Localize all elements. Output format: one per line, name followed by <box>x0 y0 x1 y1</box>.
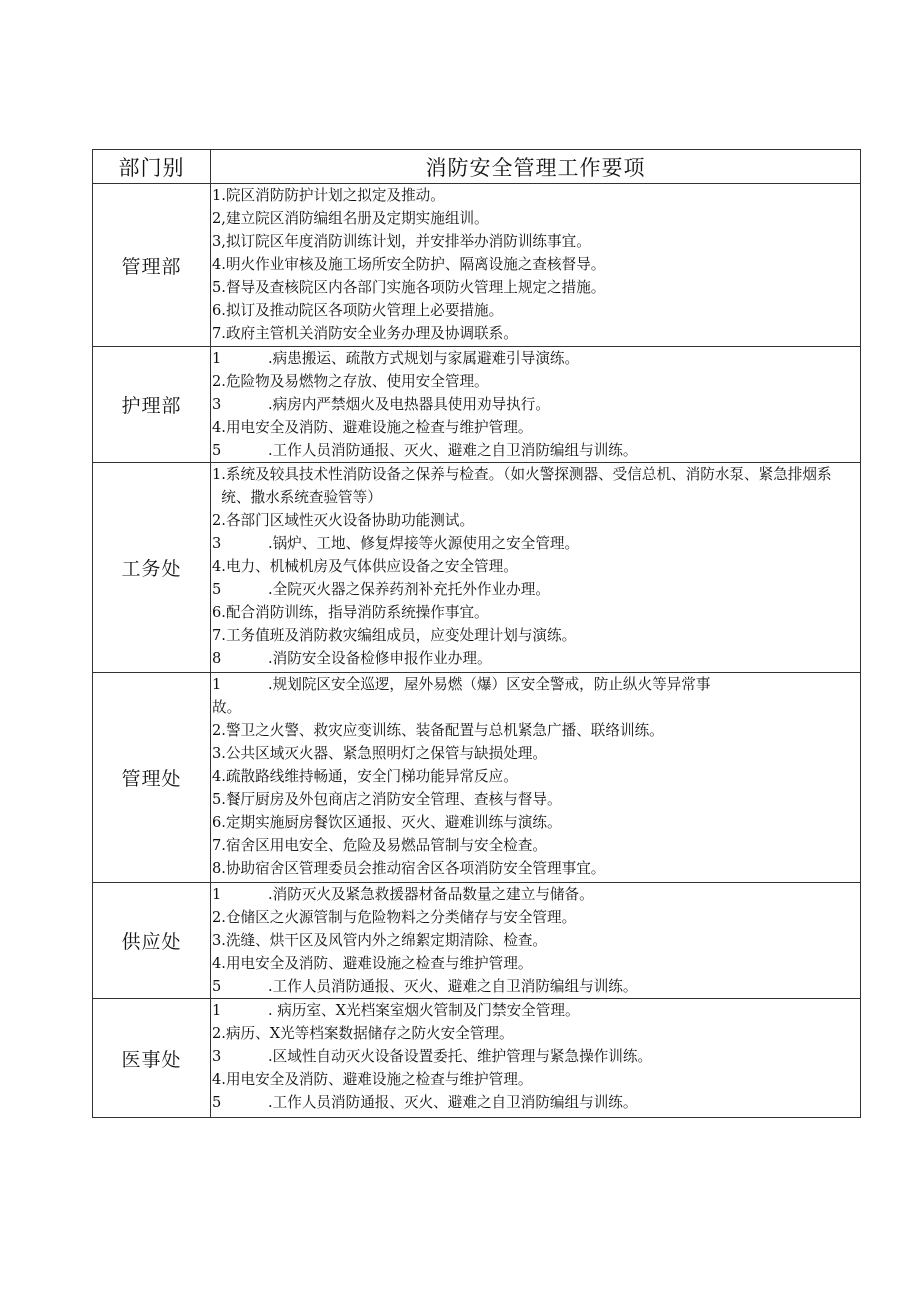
item-number: 2. <box>212 512 226 529</box>
list-item <box>211 578 860 601</box>
item-number: 4. <box>212 955 226 972</box>
item-text: 定期实施厨房餐饮区通报、灭火、避难训练与演练。 <box>225 814 562 831</box>
table-row <box>93 883 861 999</box>
list-item <box>211 509 860 532</box>
item-text: 院区消防防护计划之拟定及推动。 <box>225 187 445 204</box>
item-number: 4. <box>212 1071 226 1088</box>
items-cell <box>211 463 861 673</box>
list-item <box>211 439 860 462</box>
item-number: 7. <box>212 627 226 644</box>
list-item <box>211 999 860 1022</box>
dept-cell: 供应处 <box>93 883 211 999</box>
list-item <box>211 1091 860 1114</box>
item-number: 1. <box>212 187 226 204</box>
item-text: 用电安全及消防、避难设施之检查与维护管理。 <box>225 955 533 972</box>
header-items: 消防安全管理工作要项 <box>211 150 861 184</box>
item-number: 8 <box>212 650 222 667</box>
item-text: .工作人员消防通报、灭火、避难之自卫消防编组与训练。 <box>268 1094 638 1111</box>
item-text: 拟订及推动院区各项防火管理上必要措施。 <box>225 302 504 319</box>
list-item <box>211 742 860 765</box>
item-number: 6. <box>212 302 226 319</box>
item-text: 建立院区消防编组名册及定期实施组训。 <box>225 210 489 227</box>
list-item <box>211 1022 860 1045</box>
item-number: 2. <box>212 1025 226 1042</box>
item-text: 警卫之火警、救灾应变训练、装备配置与总机紧急广播、联络训练。 <box>225 722 664 739</box>
list-item <box>211 834 860 857</box>
item-number: 6. <box>212 814 226 831</box>
list-item <box>211 299 860 322</box>
table-row <box>93 999 861 1118</box>
item-number: 4. <box>212 419 226 436</box>
item-number: 5 <box>212 978 222 995</box>
item-number: 4. <box>212 558 226 575</box>
items-list <box>211 673 860 882</box>
item-text: .工作人员消防通报、灭火、避难之自卫消防编组与训练。 <box>268 442 638 459</box>
item-text: 用电安全及消防、避难设施之检查与维护管理。 <box>225 1071 533 1088</box>
item-number: 5 <box>212 442 222 459</box>
list-item <box>211 184 860 207</box>
list-item <box>211 929 860 952</box>
item-number: 3. <box>212 745 226 762</box>
table-row <box>93 673 861 883</box>
items-list <box>211 463 860 672</box>
item-text: 电力、机械机房及气体供应设备之安全管理。 <box>225 558 518 575</box>
items-cell <box>211 883 861 999</box>
item-number: 3 <box>212 1048 222 1065</box>
table-row <box>93 347 861 463</box>
item-text: 用电安全及消防、避难设施之检查与维护管理。 <box>225 419 533 436</box>
list-item <box>211 647 860 670</box>
list-item <box>211 952 860 975</box>
item-number: 1 <box>212 466 222 483</box>
item-text: 危险物及易燃物之存放、使用安全管理。 <box>225 373 489 390</box>
item-number: 5. <box>212 791 226 808</box>
list-item <box>211 624 860 647</box>
item-text: 明火作业审核及施工场所安全防护、隔离设施之查核督导。 <box>225 256 606 273</box>
item-text: . 病历室、X光档案室烟火管制及门禁安全管理。 <box>268 1002 580 1019</box>
item-number: 6. <box>212 604 226 621</box>
list-item <box>211 555 860 578</box>
dept-cell: 管理部 <box>93 184 211 347</box>
list-item <box>211 416 860 439</box>
list-item <box>211 719 860 742</box>
item-text: 工务值班及消防救灾编组成员，应变处理计划与演练。 <box>225 627 577 644</box>
items-cell <box>211 184 861 347</box>
item-text: .全院灭火器之保养药剂补充托外作业办理。 <box>268 581 550 598</box>
list-item <box>211 347 860 370</box>
items-list <box>211 184 860 346</box>
item-text: .病房内严禁烟火及电热器具使用劝导执行。 <box>268 396 550 413</box>
item-text: 公共区域灭火器、紧急照明灯之保管与缺损处理。 <box>225 745 548 762</box>
table-body <box>93 184 861 1118</box>
item-number: 2, <box>212 210 226 227</box>
dept-cell: 工务处 <box>93 463 211 673</box>
item-text: 病历、X光等档案数据储存之防火安全管理。 <box>225 1025 514 1042</box>
item-text: 故。 <box>212 699 242 716</box>
item-text: .区域性自动灭火设备设置委托、维护管理与紧急操作训练。 <box>268 1048 653 1065</box>
list-item <box>211 207 860 230</box>
list-item <box>211 601 860 624</box>
list-item <box>211 276 860 299</box>
item-text: 政府主管机关消防安全业务办理及协调联系。 <box>225 325 518 342</box>
item-number: 3 <box>212 535 222 552</box>
item-text: 各部门区域性灭火设备协助功能测试。 <box>225 512 475 529</box>
list-item <box>211 673 860 696</box>
item-number: 4. <box>212 768 226 785</box>
dept-cell: 护理部 <box>93 347 211 463</box>
list-item <box>211 857 860 880</box>
table-row <box>93 463 861 673</box>
list-item <box>211 393 860 416</box>
item-text: 协助宿舍区管理委员会推动宿舍区各项消防安全管理事宜。 <box>225 860 606 877</box>
item-number: 1 <box>212 1002 222 1019</box>
items-cell <box>211 347 861 463</box>
item-text: 疏散路线维持畅通，安全门梯功能异常反应。 <box>225 768 518 785</box>
list-item <box>211 463 860 509</box>
list-item <box>211 811 860 834</box>
item-number: 2. <box>212 909 226 926</box>
list-item <box>211 788 860 811</box>
item-text: 配合消防训练，指导消防系统操作事宜。 <box>225 604 489 621</box>
item-text: 宿舍区用电安全、危险及易燃品管制与安全检查。 <box>225 837 548 854</box>
item-number: 5. <box>212 279 226 296</box>
header-dept: 部门别 <box>93 150 211 184</box>
items-cell <box>211 999 861 1118</box>
item-text: .工作人员消防通报、灭火、避难之自卫消防编组与训练。 <box>268 978 638 995</box>
item-text: 仓储区之火源管制与危险物料之分类储存与安全管理。 <box>225 909 577 926</box>
item-text: .系统及较具技术性消防设备之保养与检查。（如火警探测器、受信总机、消防水泵、紧急排烟系统、撒水系统查验管等） <box>221 466 832 506</box>
list-item <box>211 230 860 253</box>
items-list <box>211 883 860 998</box>
header-row <box>93 150 861 184</box>
dept-cell: 医事处 <box>93 999 211 1118</box>
item-number: 3 <box>212 396 222 413</box>
items-list <box>211 347 860 462</box>
item-text: 餐厅厨房及外包商店之消防安全管理、查核与督导。 <box>225 791 562 808</box>
list-item <box>211 1045 860 1068</box>
list-item <box>211 883 860 906</box>
item-number: 3. <box>212 932 226 949</box>
item-number: 5 <box>212 1094 222 1111</box>
item-text: 督导及查核院区内各部门实施各项防火管理上规定之措施。 <box>225 279 606 296</box>
item-text: .病患搬运、疏散方式规划与家属避难引导演练。 <box>268 350 580 367</box>
items-list <box>211 999 860 1117</box>
item-number: 3, <box>212 233 226 250</box>
item-number: 5 <box>212 581 222 598</box>
items-cell <box>211 673 861 883</box>
item-number: 7. <box>212 837 226 854</box>
list-item <box>211 975 860 998</box>
list-item <box>211 370 860 393</box>
item-number: 2. <box>212 722 226 739</box>
item-text: .锅炉、工地、修复焊接等火源使用之安全管理。 <box>268 535 580 552</box>
item-number: 1 <box>212 350 222 367</box>
item-text: .规划院区安全巡逻，屋外易燃（爆）区安全警戒，防止纵火等异常事 <box>268 676 711 693</box>
list-item <box>211 696 860 719</box>
table-row <box>93 184 861 347</box>
item-number: 1 <box>212 676 222 693</box>
list-item <box>211 322 860 345</box>
item-number: 4. <box>212 256 226 273</box>
dept-cell: 管理处 <box>93 673 211 883</box>
fire-safety-table <box>92 149 861 1118</box>
list-item <box>211 765 860 788</box>
list-item <box>211 906 860 929</box>
item-text: 拟订院区年度消防训练计划，并安排举办消防训练事宜。 <box>225 233 591 250</box>
item-text: .消防灭火及紧急救援器材备品数量之建立与储备。 <box>268 886 594 903</box>
list-item <box>211 253 860 276</box>
item-text: .消防安全设备检修申报作业办理。 <box>268 650 492 667</box>
list-item <box>211 532 860 555</box>
item-number: 1 <box>212 886 222 903</box>
item-text: 洗缝、烘干区及风管内外之绵絮定期清除、检查。 <box>225 932 548 949</box>
item-number: 8. <box>212 860 226 877</box>
list-item <box>211 1068 860 1091</box>
item-number: 2. <box>212 373 226 390</box>
item-number: 7. <box>212 325 226 342</box>
